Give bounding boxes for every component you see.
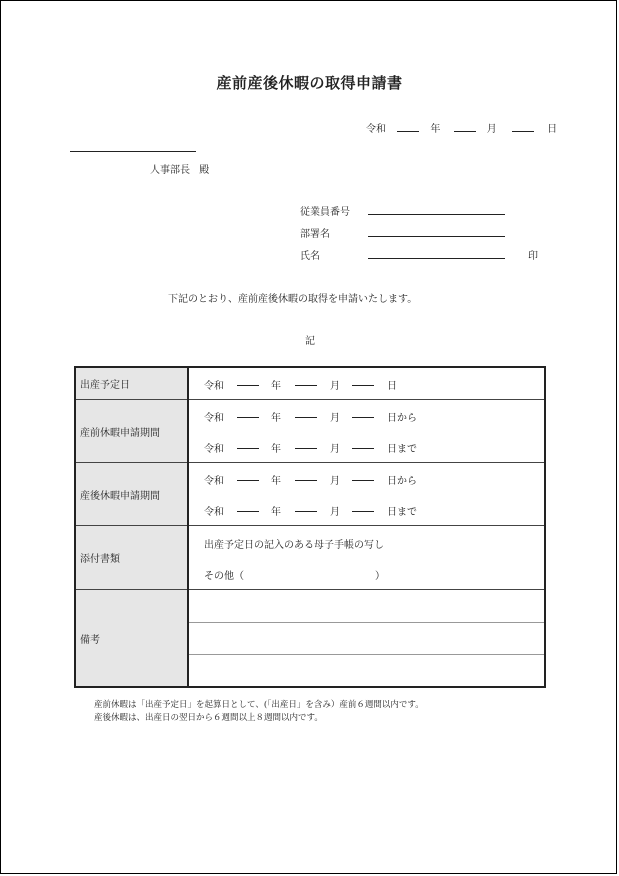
due-date-cell — [188, 367, 545, 400]
attachments-cell — [188, 526, 545, 590]
attachment-item-line — [189, 527, 544, 558]
postnatal-row — [75, 463, 545, 526]
prenatal-from-line — [189, 400, 544, 431]
post-from-year: 年 — [271, 476, 281, 487]
postnatal-from-line — [189, 463, 544, 494]
pre-from-suffix: 日から — [387, 413, 417, 424]
post-from-suffix: 日から — [387, 476, 417, 487]
ki-heading: 記 — [305, 336, 315, 347]
due-date-label: 出産予定日 — [75, 367, 188, 400]
pre-to-year-blank[interactable] — [237, 438, 259, 449]
post-to-day-blank[interactable] — [352, 501, 374, 512]
post-to-suffix: 日まで — [387, 507, 417, 518]
header-date-month: 月 — [486, 124, 497, 135]
remarks-line-2[interactable] — [189, 622, 544, 654]
due-month-blank[interactable] — [295, 375, 317, 386]
pre-to-month: 月 — [330, 444, 340, 455]
seal-label: 印 — [528, 251, 538, 262]
leave-application-table — [74, 366, 546, 688]
post-from-era: 令和 — [204, 476, 224, 487]
header-date-day: 日 — [547, 124, 558, 135]
postnatal-cell — [188, 463, 545, 526]
prenatal-to-line — [189, 431, 544, 462]
post-to-era: 令和 — [204, 507, 224, 518]
employee-no-field[interactable] — [368, 214, 505, 215]
attachment-other-close: ） — [375, 570, 385, 582]
due-era: 令和 — [204, 381, 224, 392]
attachment-other-line — [189, 558, 544, 589]
post-from-day-blank[interactable] — [352, 470, 374, 481]
due-year: 年 — [271, 381, 281, 392]
pre-from-year-blank[interactable] — [237, 407, 259, 418]
pre-from-month: 月 — [330, 413, 340, 424]
intro-text: 下記のとおり、産前産後休暇の取得を申請いたします。 — [168, 294, 418, 305]
post-from-year-blank[interactable] — [237, 470, 259, 481]
note-1: 産前休暇は「出産予定日」を起算日として、(「出産日」を含み）産前６週間以内です。 — [94, 700, 424, 710]
company-name-line[interactable] — [70, 151, 196, 152]
header-date-year: 年 — [430, 124, 441, 135]
post-to-month-blank[interactable] — [295, 501, 317, 512]
header-date-era: 令和 — [366, 124, 386, 135]
due-day-blank[interactable] — [352, 375, 374, 386]
post-to-month: 月 — [330, 507, 340, 518]
due-date-row — [75, 367, 545, 400]
prenatal-cell — [188, 400, 545, 463]
addressee-honorific: 殿 — [199, 165, 210, 176]
pre-from-era: 令和 — [204, 413, 224, 424]
due-year-blank[interactable] — [237, 375, 259, 386]
attachment-item-1: 出産予定日の記入のある母子手帳の写し — [204, 539, 384, 551]
pre-to-suffix: 日まで — [387, 444, 417, 455]
pre-from-month-blank[interactable] — [295, 407, 317, 418]
pre-to-day-blank[interactable] — [352, 438, 374, 449]
prenatal-label: 産前休暇申請期間 — [75, 400, 188, 463]
pre-from-year: 年 — [271, 413, 281, 424]
due-date-line — [189, 368, 544, 399]
header-year-blank[interactable] — [397, 121, 419, 132]
addressee — [150, 161, 209, 176]
attachments-row — [75, 526, 545, 590]
attachment-other-open: その他（ — [204, 570, 244, 582]
due-day: 日 — [387, 381, 397, 392]
post-from-month-blank[interactable] — [295, 470, 317, 481]
post-to-year: 年 — [271, 507, 281, 518]
postnatal-to-line — [189, 494, 544, 525]
remarks-line-3[interactable] — [189, 654, 544, 686]
addressee-role: 人事部長 — [150, 165, 190, 176]
header-month-blank[interactable] — [454, 121, 476, 132]
attachments-label: 添付書類 — [75, 526, 188, 590]
pre-from-day-blank[interactable] — [352, 407, 374, 418]
note-2: 産後休暇は、出産日の翌日から６週間以上８週間以内です。 — [94, 713, 323, 723]
remarks-cell[interactable] — [188, 590, 545, 688]
employee-no-label: 従業員番号 — [300, 207, 350, 218]
header-day-blank[interactable] — [512, 121, 534, 132]
department-field[interactable] — [368, 236, 505, 237]
name-field[interactable] — [368, 258, 505, 259]
remarks-row — [75, 590, 545, 688]
post-from-month: 月 — [330, 476, 340, 487]
attachment-other-field[interactable] — [259, 563, 369, 579]
header-date — [366, 120, 557, 135]
due-month: 月 — [330, 381, 340, 392]
pre-to-era: 令和 — [204, 444, 224, 455]
prenatal-row — [75, 400, 545, 463]
remarks-label: 備考 — [75, 590, 188, 688]
remarks-line-1[interactable] — [189, 590, 544, 622]
postnatal-label: 産後休暇申請期間 — [75, 463, 188, 526]
pre-to-month-blank[interactable] — [295, 438, 317, 449]
department-label: 部署名 — [300, 229, 330, 240]
post-to-year-blank[interactable] — [237, 501, 259, 512]
pre-to-year: 年 — [271, 444, 281, 455]
document-title: 産前産後休暇の取得申請書 — [216, 74, 403, 92]
name-label: 氏名 — [300, 251, 320, 262]
